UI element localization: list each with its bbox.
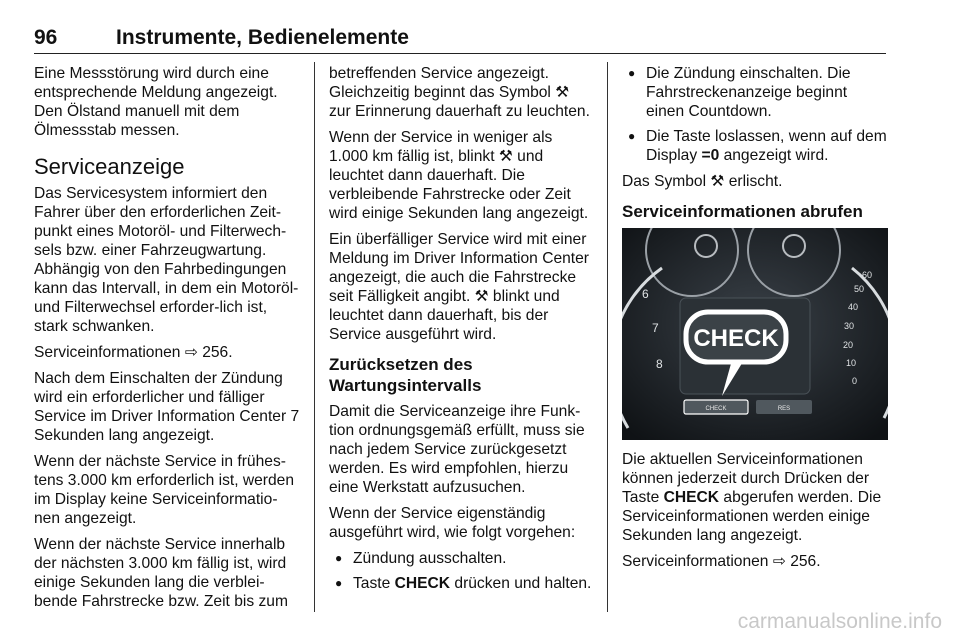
paragraph: Wenn der nächste Service innerhalb der nächsten 3.000 km fällig ist, wird einige Sekunden lang die verblei-bende Fahrstrecke bzw. Zeit bis zum [34, 536, 288, 610]
paragraph: betreffenden Service angezeigt. Gleichzeitig beginnt das Symbol ⚒ zur Erinnerung dauerhaft zu leuchten. [329, 65, 590, 120]
header-rule [34, 53, 886, 54]
paragraph: Wenn der Service in weniger als 1.000 km fällig ist, blinkt ⚒ und leuchtet dann dauerhaft. Die verbleibende Fahrstrecke oder Zeit wird einige Sekunden lang angezeigt. [329, 129, 589, 222]
list-item-text: drücken und halten. [450, 575, 592, 592]
check-callout-label: CHECK [693, 325, 779, 352]
tick-label: 8 [656, 357, 663, 371]
page-number: 96 [34, 26, 58, 49]
list-item [622, 127, 888, 165]
watermark: carmanualsonline.info [737, 610, 942, 633]
section-heading-serviceanzeige: Serviceanzeige [34, 154, 185, 179]
subheading-reset-interval: Zurücksetzen des Wartungsintervalls [329, 355, 482, 395]
paragraph: Wenn der Service eigenständig ausgeführt wird, wie folgt vorgehen: [329, 505, 576, 541]
tick-label: 0 [852, 376, 858, 386]
tick-label: 7 [652, 321, 659, 335]
res-button-label: RES [777, 406, 791, 412]
list-item-text: angezeigt wird. [719, 147, 829, 164]
steps-list [329, 549, 595, 593]
instrument-cluster-drawing [622, 228, 888, 440]
tick-label: 60 [862, 270, 873, 280]
paragraph: Nach dem Einschalten der Zündung wird ein erforderlicher und fälliger Service im Driver Information Center 7 Sekunden lang angezeigt. [34, 370, 300, 444]
paragraph: Ein überfälliger Service wird mit einer Meldung im Driver Information Center angezeigt, die auch die Fahrstrecke seit Fälligkeit angibt. ⚒ blinkt und leuchtet dann dauerhaft, bis der Service ausgeführt wird. [329, 231, 589, 343]
paragraph: Das Servicesystem informiert den Fahrer über den erforderlichen Zeit-punkt eines Motoröl- und Filterwech-sels bzw. einer Fahrzeugwartung. Abhängig von den Fahrbedingungen kann das Intervall, in dem ein Motoröl- und Filterwechsel erforder-lich ist, stark schwanken. [34, 185, 299, 335]
column-3 [622, 64, 888, 578]
page-header [34, 26, 886, 54]
subheading-service-info: Serviceinformationen abrufen [622, 202, 863, 221]
paragraph-text: abgerufen werden. Die Serviceinformationen werden einige Sekunden lang angezeigt. [622, 489, 882, 544]
display-value: =0 [701, 147, 720, 164]
paragraph: Damit die Serviceanzeige ihre Funk-tion ordnungsgemäß erfüllt, muss sie nach jedem Service zurückgesetzt werden. Es wird empfohlen, hierzu eine Werkstatt aufzusuchen. [329, 403, 585, 496]
list-item: ● Die Zündung einschalten. Die Fahrstreckenanzeige beginnt einen Countdown. [622, 64, 888, 121]
key-label-check: CHECK [663, 489, 720, 506]
cross-reference-link[interactable]: Serviceinformationen ⇨ 256. [622, 553, 821, 570]
check-button-label: CHECK [705, 406, 727, 412]
tick-label: 50 [854, 284, 865, 294]
paragraph-text: Die aktuellen Serviceinformationen können jederzeit durch Drücken der Taste [622, 451, 870, 506]
key-label-check: CHECK [394, 575, 451, 592]
column-divider [607, 62, 608, 612]
tick-label: 6 [642, 287, 649, 301]
tick-label: 30 [844, 321, 855, 331]
tick-label: 20 [843, 340, 854, 350]
chapter-title: Instrumente, Bedienelemente [116, 26, 409, 49]
column-divider [314, 62, 315, 612]
paragraph [622, 450, 888, 545]
intro-paragraph: Eine Messstörung wird durch eine entsprechende Meldung angezeigt. Den Ölstand manuell mit dem Ölmessstab messen. [34, 65, 278, 139]
list-item-text: Die Taste loslassen, wenn auf dem Display [646, 128, 887, 164]
cross-reference-link[interactable]: Serviceinformationen ⇨ 256. [34, 344, 233, 361]
column-2 [329, 64, 595, 600]
list-item-text: Taste [353, 575, 395, 592]
column-1 [34, 64, 300, 618]
paragraph: Das Symbol ⚒ erlischt. [622, 173, 783, 190]
list-item [329, 574, 595, 593]
steps-list [622, 64, 888, 165]
tick-label: 10 [846, 358, 857, 368]
list-item: ● Zündung ausschalten. [329, 549, 595, 568]
paragraph: Wenn der nächste Service in frühes-tens 3.000 km erforderlich ist, werden im Display keine Serviceinformatio-nen angezeigt. [34, 453, 295, 527]
instrument-cluster-illustration [622, 228, 888, 440]
tick-label: 40 [848, 302, 859, 312]
